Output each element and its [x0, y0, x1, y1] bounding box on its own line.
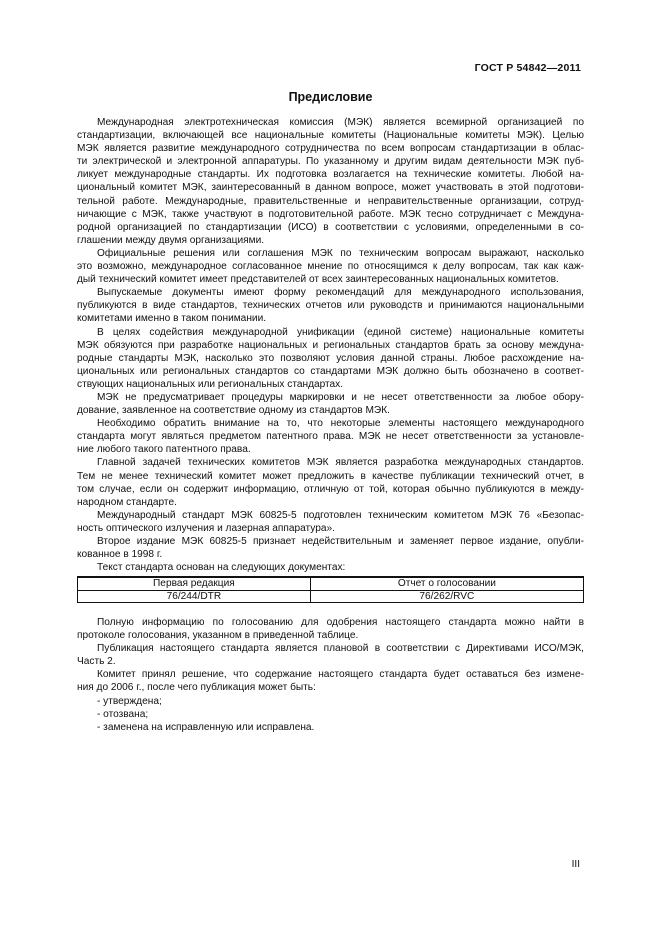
text-line: стандарта могут являться предметом патентного права. МЭК не несет ответственности за установле-: [77, 431, 584, 443]
paragraph: [77, 116, 584, 247]
text-line: Международный стандарт МЭК 60825-5 подготовлен техническим комитетом МЭК 76 «Безопас-: [97, 509, 584, 521]
text-line: Международная электротехническая комиссия (МЭК) является всемирной организацией по: [97, 117, 584, 128]
text-line: том случае, если он содержит информацию, отличную от той, которая обычно публикуются в между-: [77, 483, 584, 495]
text-line: ние любого такого патентного права.: [77, 444, 251, 456]
page-title: Предисловие: [288, 90, 373, 104]
document-header: ГОСТ Р 54842—2011: [474, 62, 581, 74]
paragraph: [77, 642, 584, 668]
text-line: Второе издание МЭК 60825-5 признает недействительным и заменяет первое издание, опубли-: [97, 536, 584, 547]
text-line: ствующих национальных или региональных стандартах.: [77, 378, 344, 390]
paragraph: [77, 695, 584, 708]
text-line: Главной задачей технических комитетов МЭК является разработка международных стандартов.: [97, 457, 584, 469]
text-line: Текст стандарта основан на следующих документах:: [97, 562, 346, 574]
paragraph: [77, 535, 584, 561]
text-line: циональных или региональных стандартов со стандартами МЭК должно быть обозначено в соответ-: [77, 365, 584, 377]
text-line: Тем не менее технический комитет может предложить в качестве публикации технический отчет, в: [77, 470, 584, 482]
page-number: III: [571, 859, 580, 870]
text-line: МЭК является развитие международного сотрудничества по всем вопросам стандартизации в облас-: [77, 143, 584, 155]
voting-documents-table: [77, 576, 584, 603]
text-line: родные стандарты МЭК, насколько это позволяют условия данной страны. Любое расхождение на-: [77, 352, 584, 364]
text-line: дый технический комитет имеет представителей от всех заинтересованных национальных комитетов.: [77, 274, 559, 286]
table-header-row: [78, 577, 584, 590]
text-line: ликует международные стандарты. Их подготовка возлагается на технические комитеты. Любой на-: [77, 169, 584, 181]
text-line: комитетами именно в таком понимании.: [77, 313, 267, 325]
text-line: В целях содействия международной унификации (единой системе) национальные комитеты: [97, 326, 584, 338]
text-line: родной организацией по стандартизации (ИСО) в соответствии с условиями, определенными в со-: [77, 221, 584, 233]
paragraph: [77, 509, 584, 535]
text-line: народном стандарте.: [77, 496, 177, 508]
table-header-cell: Первая редакция: [78, 577, 311, 590]
table-row: [78, 590, 584, 603]
text-line: Необходимо обратить внимание на то, что некоторые элементы настоящего международного: [97, 418, 584, 430]
text-line: ность оптического излучения и лазерная аппаратура».: [77, 522, 335, 534]
text-line: ти электрической и электронной аппаратуры. По указанному и другим видам деятельности МЭК пуб-: [77, 156, 584, 168]
text-line: Комитет принял решение, что содержание настоящего стандарта будет оставаться без измене-: [97, 669, 584, 681]
text-line: глашении между двумя организациями.: [77, 234, 265, 246]
paragraph: [77, 616, 584, 642]
text-line: протоколе голосования, указанном в приведенной таблице.: [77, 630, 359, 642]
text-line: Полную информацию по голосованию для одобрения настоящего стандарта можно найти в: [97, 617, 584, 628]
paragraph: [77, 391, 584, 417]
text-line: стандартизации, включающей все национальные комитеты (Национальные комитеты МЭК). Целью: [77, 130, 584, 142]
text-line: циональный комитет МЭК, заинтересованный в данном вопросе, может участвовать в этой подготови-: [77, 182, 584, 194]
paragraph: [77, 668, 584, 694]
paragraph: [77, 721, 584, 734]
paragraph: [77, 326, 584, 391]
text-line: Официальные решения или соглашения МЭК по техническим вопросам выражают, насколько: [97, 247, 584, 259]
text-line: тельной работе. Международные, правительственные и неправительственные организации, сотруд-: [77, 195, 584, 207]
text-line: - утверждена;: [97, 695, 162, 707]
text-line: Часть 2.: [77, 656, 116, 668]
text-line: кованное в 1998 г.: [77, 549, 163, 561]
table-cell: 76/262/RVC: [310, 590, 583, 603]
text-line: ничающие с МЭК, также участвуют в подготовительной работе. МЭК тесно сотрудничает с Междуна-: [77, 208, 584, 220]
text-line: - заменена на исправленную или исправлена.: [97, 721, 315, 733]
paragraph: [77, 561, 584, 574]
paragraph: [77, 456, 584, 508]
paragraph: [77, 247, 584, 286]
text-line: - отозвана;: [97, 708, 149, 720]
text-line: публикуются в виде стандартов, технических отчетов или руководств и принимаются национальными: [77, 300, 584, 312]
table-header-cell: Отчет о голосовании: [310, 577, 583, 590]
text-line: Публикация настоящего стандарта является плановой в соответствии с Директивами ИСО/МЭК,: [97, 643, 584, 655]
text-line: дование, заявленное на соответствие одному из стандартов МЭК.: [77, 405, 390, 417]
text-line: МЭК не предусматривает процедуры маркировки и не несет ответственности за любое обору-: [97, 391, 584, 403]
paragraph: [77, 708, 584, 721]
paragraph: [77, 417, 584, 456]
text-line: это возможно, международное согласованное мнение по относящимся к делу вопросам, так как каж-: [77, 261, 584, 273]
paragraph: [77, 286, 584, 325]
text-line: ния до 2006 г., после чего публикация может быть:: [77, 682, 316, 694]
table-cell: 76/244/DTR: [78, 590, 311, 603]
foreword-body: [77, 116, 584, 574]
text-line: Выпускаемые документы имеют форму рекомендаций для международного использования,: [97, 287, 584, 299]
foreword-body-continued: [77, 616, 584, 734]
text-line: МЭК обязуются при разработке национальных и региональных стандартов брать за основу междуна-: [77, 339, 584, 351]
